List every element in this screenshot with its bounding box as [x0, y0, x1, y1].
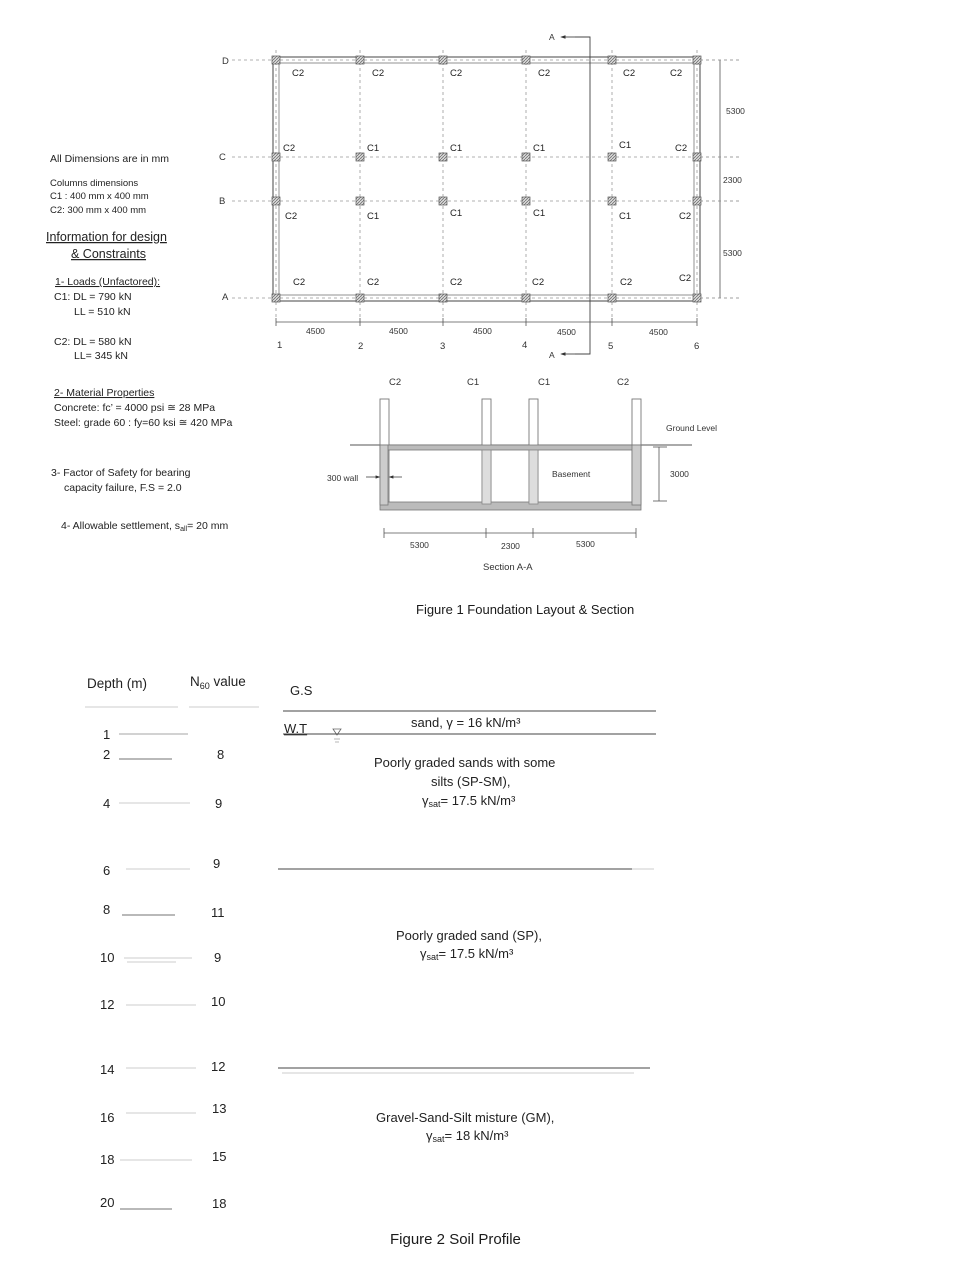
grid-label-2: 2 [358, 341, 364, 352]
info-title-line1: Information for design [46, 230, 167, 244]
sand-layer-label: sand, γ = 16 kN/m³ [411, 715, 521, 730]
sp-sm-layer-line2: silts (SP-SM), [431, 774, 511, 789]
depth-label: 6 [103, 863, 111, 878]
column-tag: C2 [293, 277, 306, 288]
column-footprint [693, 294, 701, 302]
column-footprint [522, 56, 530, 64]
column-footprint [272, 153, 280, 161]
c2-dimension: C2: 300 mm x 400 mm [50, 205, 147, 216]
column-tag: C1 [533, 143, 546, 154]
depth-scale [100, 727, 114, 1210]
n60-values [211, 747, 226, 1211]
column-tag: C2 [283, 143, 296, 154]
factor-of-safety-line2: capacity failure, F.S = 2.0 [64, 482, 182, 494]
basement-wall-right [632, 445, 641, 505]
sp-layer-line2: γsat= 17.5 kN/m³ [420, 946, 514, 962]
column-footprint [608, 153, 616, 161]
n60-value: 10 [211, 994, 226, 1009]
grid-label-C: C [219, 152, 226, 163]
c1-dead-load: C1: DL = 790 kN [54, 291, 132, 303]
column-tag: C2 [620, 277, 633, 288]
ground-slab [380, 445, 641, 450]
column-tag: C1 [619, 140, 632, 151]
column-footprint [522, 294, 530, 302]
steel-grade: Steel: grade 60 : fy=60 ksi ≅ 420 MPa [54, 417, 233, 429]
section-cut-marker [549, 32, 590, 360]
grid-label-1: 1 [277, 340, 283, 351]
column-footprint [608, 294, 616, 302]
loads-title: 1- Loads (Unfactored): [55, 276, 161, 288]
n60-value: 9 [214, 950, 222, 965]
ground-surface-label: G.S [290, 683, 313, 698]
column-tag: C2 [450, 277, 463, 288]
column-footprint [439, 294, 447, 302]
section-mark-bottom: A [549, 350, 555, 360]
column-tag: C1 [450, 208, 463, 219]
depth-header: Depth (m) [87, 676, 148, 691]
depth-label: 12 [100, 997, 115, 1012]
sp-sm-layer-line1: Poorly graded sands with some [374, 755, 556, 770]
column-footprint [356, 153, 364, 161]
depth-label: 10 [100, 950, 115, 965]
bay-dimension: 4500 [649, 327, 668, 337]
section-a-a [327, 377, 717, 573]
n60-value: 9 [215, 796, 223, 811]
basement-depth: 3000 [670, 469, 689, 479]
column-tag: C2 [679, 211, 692, 222]
depth-label: 1 [103, 727, 111, 742]
column-tag: C2 [538, 68, 551, 79]
water-table-icon [333, 729, 341, 742]
column-tag: C2 [679, 273, 692, 284]
column-footprint [356, 56, 364, 64]
depth-label: 14 [100, 1062, 115, 1077]
c1-live-load: LL = 510 kN [74, 306, 131, 318]
n60-value: 18 [212, 1196, 227, 1211]
info-title-line2: & Constraints [71, 247, 147, 261]
column-footprint [356, 294, 364, 302]
column-tag: C2 [285, 211, 298, 222]
water-table-label: W.T [284, 721, 308, 736]
basement-depth-dimension [653, 447, 689, 501]
grid-label-B: B [219, 196, 226, 207]
depth-label: 20 [100, 1195, 115, 1210]
basement-label: Basement [552, 469, 591, 479]
all-dimensions-note: All Dimensions are in mm [50, 153, 170, 165]
section-mark-top: A [549, 32, 555, 42]
grid-label-3: 3 [440, 341, 446, 352]
column-tag: C1 [619, 211, 632, 222]
n60-value: 13 [212, 1101, 227, 1116]
span-dimension: 5300 [576, 539, 595, 549]
column-tag: C1 [367, 143, 380, 154]
c2-live-load: LL= 345 kN [74, 350, 128, 362]
column-footprint [272, 197, 280, 205]
column-tag: C2 [623, 68, 636, 79]
column-footprint [356, 197, 364, 205]
grid-label-D: D [222, 56, 229, 67]
c2-dead-load: C2: DL = 580 kN [54, 336, 132, 348]
span-dimension: 2300 [501, 541, 520, 551]
foundation-plan [219, 32, 745, 360]
column-footprint [439, 56, 447, 64]
column-footprint [272, 56, 280, 64]
n60-header: $N_{60}$ value [190, 674, 246, 691]
plan-grid-lines [232, 50, 740, 318]
section-title: Section A-A [483, 562, 533, 573]
n60-value: 9 [213, 856, 221, 871]
column-tag: C1 [450, 143, 463, 154]
column-tag: C2 [675, 143, 688, 154]
section-span-dimensions [384, 528, 636, 551]
gm-layer-line2: γsat= 18 kN/m³ [426, 1128, 509, 1144]
column-footprint [439, 197, 447, 205]
n60-value: 15 [212, 1149, 227, 1164]
column-tag: C1 [367, 211, 380, 222]
figure2-caption: Figure 2 Soil Profile [390, 1231, 521, 1248]
column-footprint [522, 197, 530, 205]
section-column-tag: C1 [538, 377, 551, 388]
columns-dimensions-title: Columns dimensions [50, 178, 139, 189]
column-footprint [693, 197, 701, 205]
section-column-tag: C2 [389, 377, 402, 388]
design-notes [46, 153, 233, 533]
material-title: 2- Material Properties [54, 387, 155, 399]
plan-columns [272, 56, 701, 302]
concrete-strength: Concrete: fc’ = 4000 psi ≅ 28 MPa [54, 402, 216, 414]
section-columns [380, 399, 641, 503]
row-dimension: 5300 [726, 106, 745, 116]
depth-label: 4 [103, 796, 111, 811]
column-footprint [693, 56, 701, 64]
column-tag: C2 [367, 277, 380, 288]
sp-layer-line1: Poorly graded sand (SP), [396, 928, 542, 943]
base-slab [380, 502, 641, 510]
depth-label: 2 [103, 747, 111, 762]
factor-of-safety-line1: 3- Factor of Safety for bearing [51, 467, 191, 479]
column-footprint [439, 153, 447, 161]
column-tag: C2 [670, 68, 683, 79]
bay-dimension: 4500 [389, 326, 408, 336]
figure1-caption: Figure 1 Foundation Layout & Section [416, 602, 635, 617]
column-tag: C2 [450, 68, 463, 79]
column-tag: C2 [292, 68, 305, 79]
grid-label-6: 6 [694, 341, 700, 352]
row-dimension: 2300 [723, 175, 742, 185]
grid-label-5: 5 [608, 341, 614, 352]
section-column-tag: C2 [617, 377, 630, 388]
bay-dimension: 4500 [306, 326, 325, 336]
sp-sm-layer-line3: γsat= 17.5 kN/m³ [422, 793, 516, 809]
plan-row-dimensions [700, 60, 745, 298]
n60-value: 11 [211, 905, 225, 920]
wall-label: 300 wall [327, 473, 359, 483]
basement-wall-outline [273, 57, 700, 301]
column-footprint [272, 294, 280, 302]
grid-label-4: 4 [522, 340, 528, 351]
grid-label-A: A [222, 292, 229, 303]
c1-dimension: C1 : 400 mm x 400 mm [50, 191, 149, 202]
depth-label: 18 [100, 1152, 115, 1167]
column-footprint [608, 197, 616, 205]
column-footprint [693, 153, 701, 161]
bay-dimension: 4500 [473, 326, 492, 336]
plan-bay-dimensions [276, 318, 697, 337]
depth-label: 8 [103, 902, 111, 917]
column-tag: C2 [532, 277, 545, 288]
n60-value: 8 [217, 747, 225, 762]
column-tags [283, 68, 691, 288]
row-dimension: 5300 [723, 248, 742, 258]
section-column-tag: C1 [467, 377, 480, 388]
soil-profile [85, 674, 656, 1211]
n60-value: 12 [211, 1059, 226, 1074]
basement-wall-left [380, 445, 388, 505]
column-footprint [608, 56, 616, 64]
gm-layer-line1: Gravel-Sand-Silt misture (GM), [376, 1110, 555, 1125]
depth-label: 16 [100, 1110, 115, 1125]
column-tag: C2 [372, 68, 385, 79]
bay-dimension: 4500 [557, 327, 576, 337]
span-dimension: 5300 [410, 540, 429, 550]
column-footprint [522, 153, 530, 161]
ground-level-label: Ground Level [666, 423, 718, 433]
column-tag: C1 [533, 208, 546, 219]
depth-ticks [119, 734, 196, 1209]
allowable-settlement: 4- Allowable settlement, sall= 20 mm [61, 520, 229, 533]
